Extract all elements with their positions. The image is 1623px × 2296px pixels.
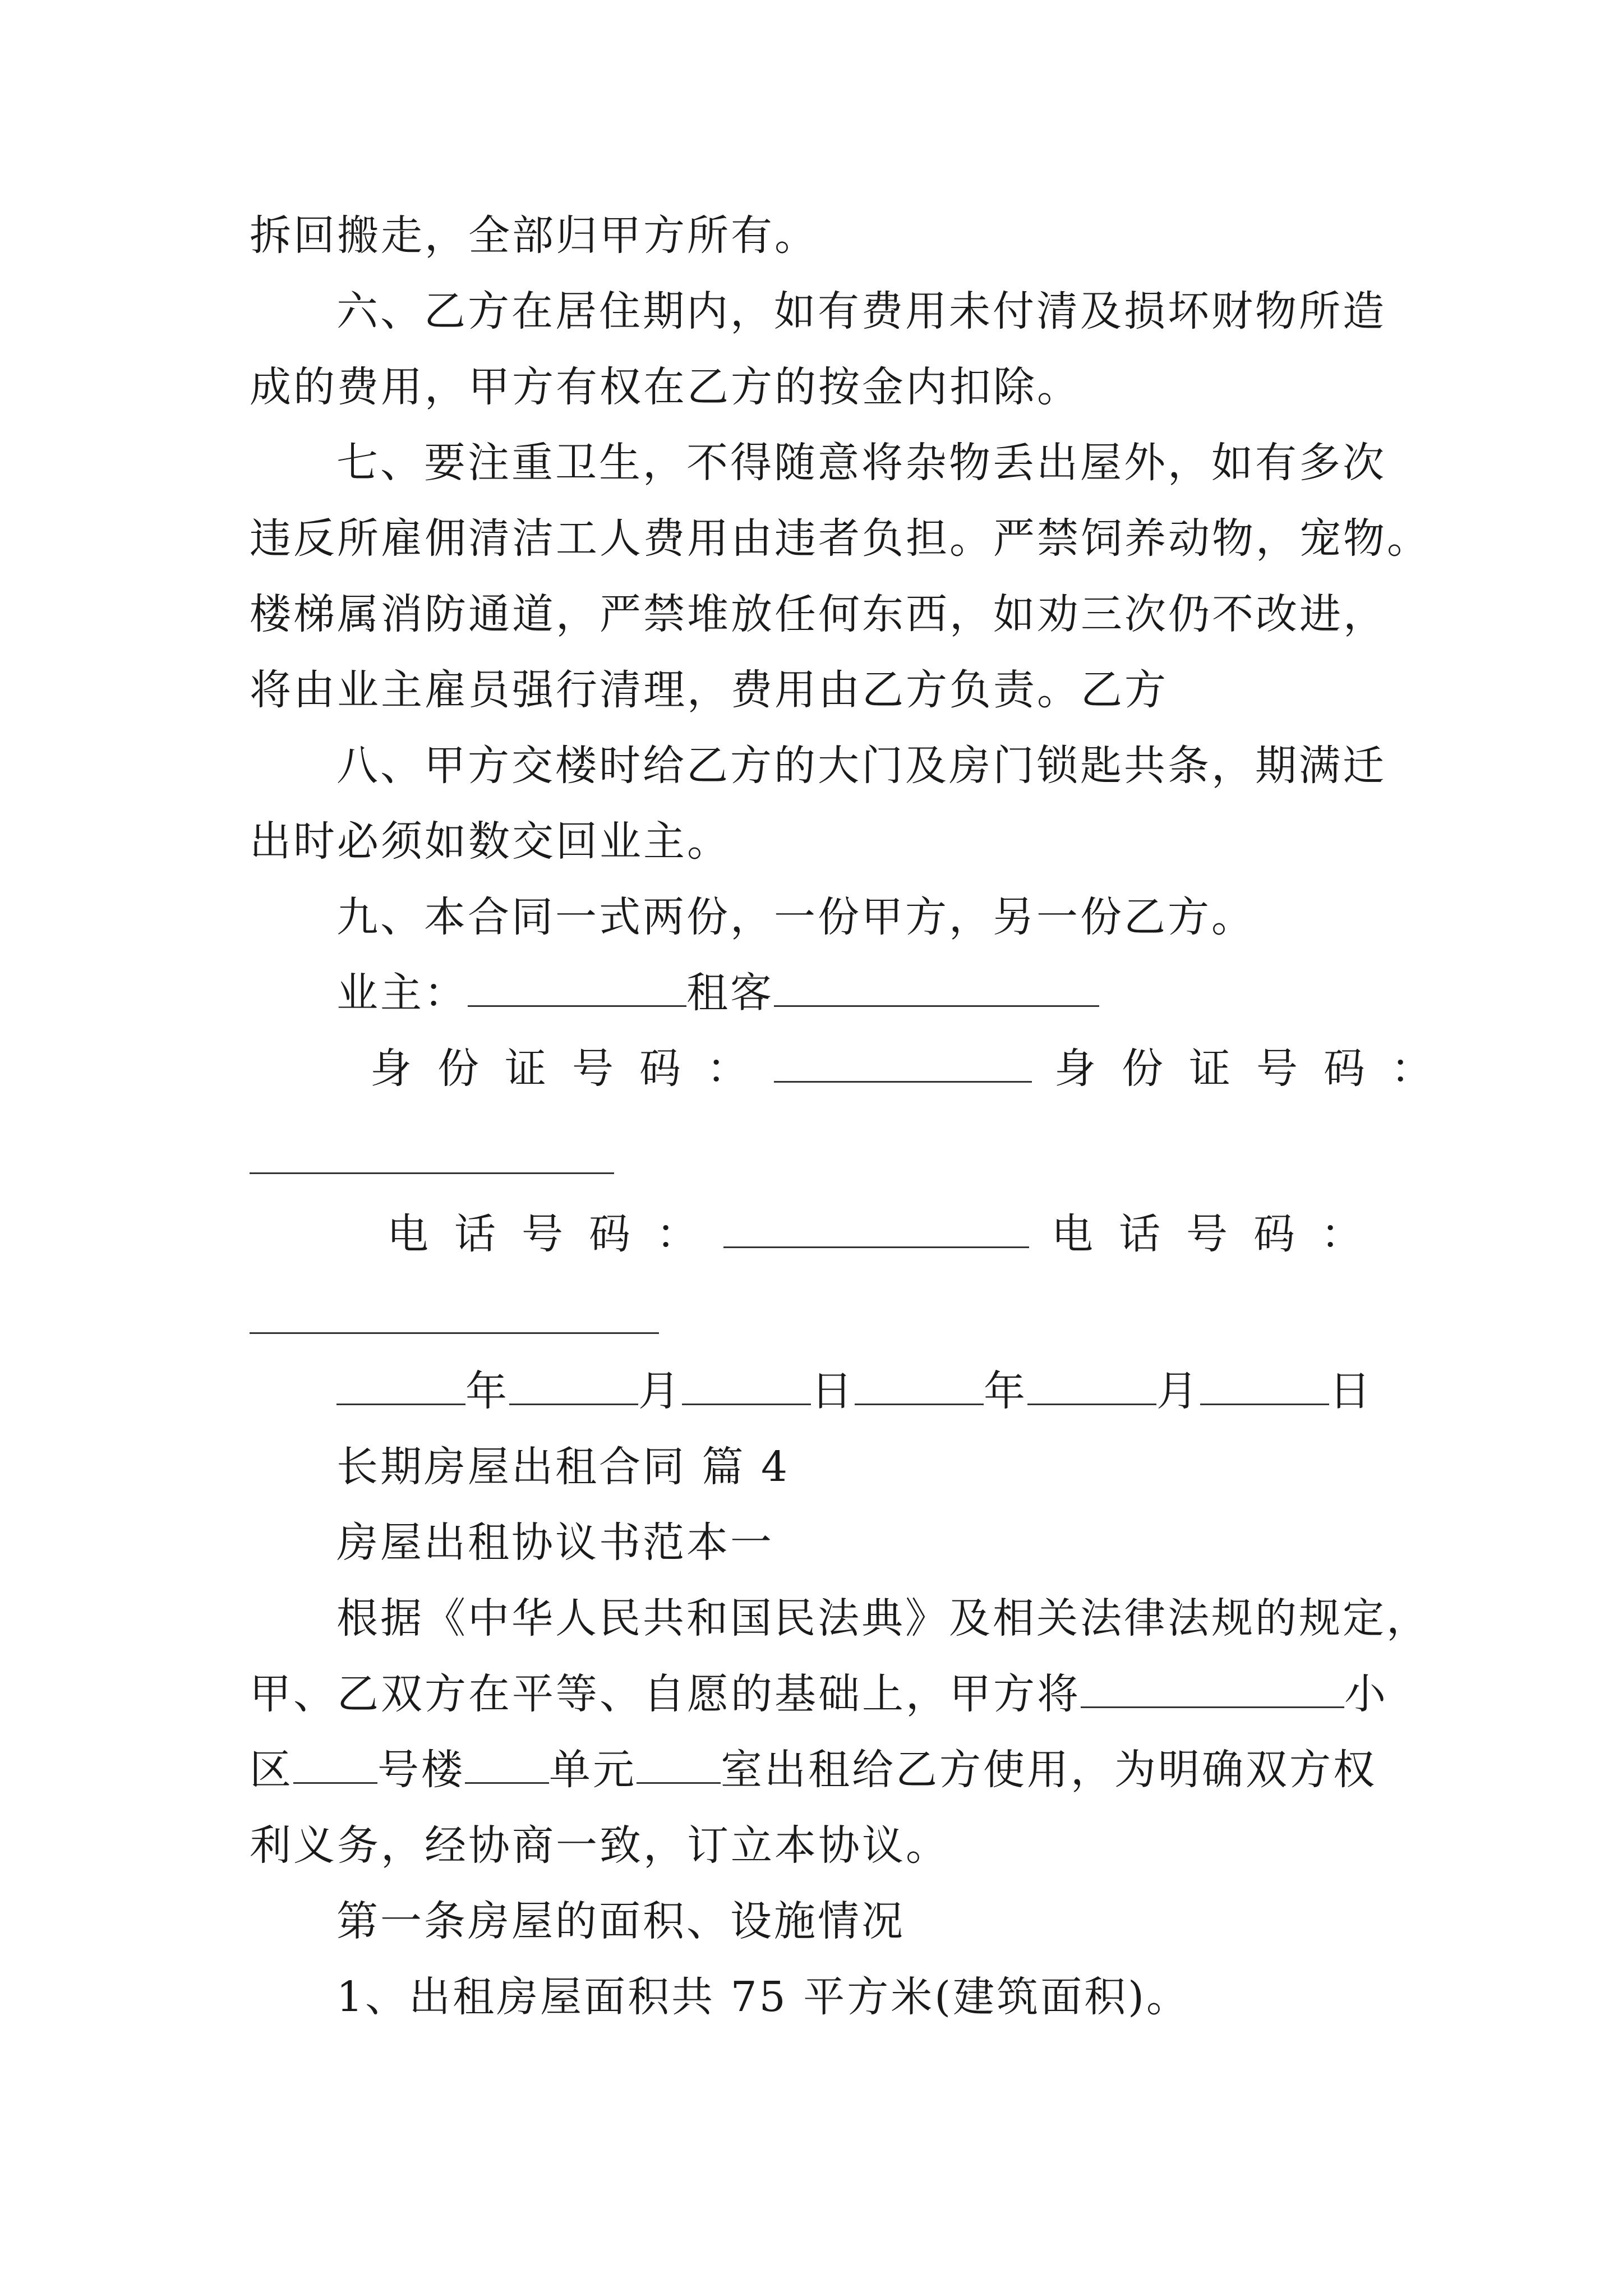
id-blank-tenant bbox=[250, 1172, 614, 1174]
intro-line-2 bbox=[250, 1666, 1388, 1722]
room-blank bbox=[637, 1743, 721, 1784]
year-label: 年 bbox=[465, 1367, 509, 1415]
phone-label-tenant: 电话号码： bbox=[1052, 1210, 1388, 1258]
tenant-label: 租客 bbox=[686, 969, 774, 1017]
phone-label-owner: 电话号码： bbox=[387, 1210, 723, 1258]
day-blank-tenant bbox=[1200, 1364, 1329, 1405]
agreement-subtitle: 房屋出租协议书范本一 bbox=[336, 1519, 774, 1567]
clause-eight-line-2: 出时必须如数交回业主。 bbox=[250, 817, 731, 866]
year-blank-owner bbox=[336, 1364, 465, 1405]
month-label: 月 bbox=[1156, 1367, 1200, 1415]
owner-label: 业主： bbox=[336, 969, 468, 1017]
clause-six-line-1: 六、乙方在居住期内，如有费用未付清及损坏财物所造 bbox=[336, 287, 1386, 335]
phone-blank-tenant bbox=[250, 1332, 659, 1334]
id-label-tenant: 身份证号码： bbox=[1054, 1045, 1458, 1093]
signature-owner-tenant-row bbox=[336, 965, 1099, 1021]
intro-line-3-end: 室出租给乙方使用，为明确双方权 bbox=[721, 1746, 1377, 1794]
intro-line-2-end: 小 bbox=[1344, 1670, 1388, 1718]
clause-one-title: 第一条房屋的面积、设施情况 bbox=[336, 1897, 905, 1945]
clause-eight-line-1: 八、甲方交楼时给乙方的大门及房门锁匙共条，期满迁 bbox=[336, 742, 1386, 790]
clause-seven-line-3: 楼梯属消防通道，严禁堆放任何东西，如劝三次仍不改进， bbox=[250, 590, 1387, 638]
intro-line-1: 根据《中华人民共和国民法典》及相关法律法规的规定， bbox=[336, 1594, 1430, 1642]
clause-seven-line-2: 违反所雇佣清洁工人费用由违者负担。严禁饲养动物，宠物。 bbox=[250, 514, 1431, 563]
unit-blank bbox=[465, 1743, 549, 1784]
month-blank-owner bbox=[509, 1364, 638, 1405]
intro-line-3 bbox=[250, 1742, 1377, 1798]
id-blank-owner bbox=[774, 1042, 1032, 1083]
phone-row bbox=[387, 1206, 1388, 1262]
id-number-row bbox=[370, 1041, 1458, 1097]
clause-one-item-1: 1、出租房屋面积共 75 平方米(建筑面积)。 bbox=[336, 1973, 1191, 2021]
intro-line-4: 利义务，经协商一致，订立本协议。 bbox=[250, 1821, 949, 1870]
clause-seven-line-4: 将由业主雇员强行清理，费用由乙方负责。乙方 bbox=[250, 666, 1168, 714]
district-label: 区 bbox=[250, 1746, 293, 1794]
tenant-blank bbox=[774, 966, 1099, 1007]
intro-line-2-text: 甲、乙双方在平等、自愿的基础上，甲方将 bbox=[250, 1670, 1081, 1718]
building-label: 号楼 bbox=[377, 1746, 465, 1794]
day-label: 日 bbox=[1329, 1367, 1373, 1415]
month-label: 月 bbox=[638, 1367, 682, 1415]
id-label-owner: 身份证号码： bbox=[370, 1045, 774, 1093]
clause-nine-line: 九、本合同一式两份，一份甲方，另一份乙方。 bbox=[336, 893, 1255, 941]
community-blank bbox=[1081, 1667, 1344, 1708]
owner-blank bbox=[468, 966, 686, 1007]
day-blank-owner bbox=[682, 1364, 811, 1405]
date-row bbox=[336, 1363, 1373, 1419]
clause-seven-line-1: 七、要注重卫生，不得随意将杂物丢出屋外，如有多次 bbox=[336, 439, 1386, 487]
day-label: 日 bbox=[811, 1367, 855, 1415]
section-title: 长期房屋出租合同 篇 4 bbox=[336, 1443, 790, 1491]
year-blank-tenant bbox=[855, 1364, 984, 1405]
phone-blank-owner bbox=[723, 1207, 1029, 1248]
clause-six-line-2: 成的费用，甲方有权在乙方的按金内扣除。 bbox=[250, 363, 1081, 411]
building-blank bbox=[293, 1743, 377, 1784]
year-label: 年 bbox=[984, 1367, 1027, 1415]
month-blank-tenant bbox=[1027, 1364, 1156, 1405]
text-line: 拆回搬走，全部归甲方所有。 bbox=[250, 211, 818, 260]
unit-label: 单元 bbox=[549, 1746, 637, 1794]
